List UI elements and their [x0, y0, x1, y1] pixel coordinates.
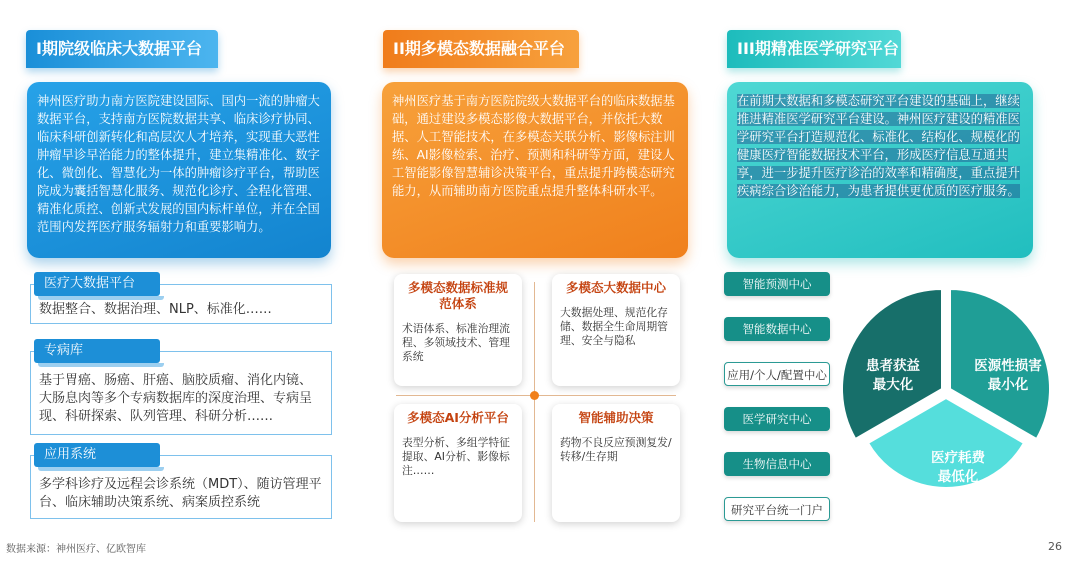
- card-title: 多模态AI分析平台: [407, 410, 509, 425]
- card-decision-support: [552, 404, 680, 522]
- phase3-title: III期精准医学研究平台: [727, 30, 901, 68]
- pie-label-medical-cost-2: 最低化: [937, 469, 979, 485]
- pill-data-center: 智能数据中心: [724, 317, 830, 341]
- section-text-app-system: 多学科诊疗及远程会诊系统（MDT）、随访管理平台、临床辅助决策系统、病案质控系统: [30, 455, 332, 519]
- center-dot: [530, 391, 539, 400]
- pill-app-config-center: 应用/个人/配置中心: [724, 362, 830, 386]
- card-body: 表型分析、多组学特征提取、AI分析、影像标注……: [402, 436, 510, 477]
- section-text-big-data-platform: 数据整合、数据治理、NLP、标准化……: [30, 284, 332, 324]
- pie-label-iatrogenic-harm-1: 医源性损害: [974, 358, 1042, 374]
- section-label-big-data-platform: 医疗大数据平台: [34, 272, 160, 296]
- section-label-disease-db: 专病库: [34, 339, 160, 363]
- phase2-title: II期多模态数据融合平台: [383, 30, 579, 68]
- card-body: 药物不良反应预测复发/转移/生存期: [560, 436, 672, 463]
- card-standards: [394, 274, 522, 386]
- phase2-description: 神州医疗基于南方医院院级大数据平台的临床数据基础，通过建设多模态影像大数据平台，并依托大数据、人工智能技术，在多模态关联分析、影像标注训练、AI影像检索、治疗、预测和科研等方面，建设人工智能影像智慧辅诊决策平台，重点提升跨模态研究能力，从而辅助南方医院重点提升整体科研水平。: [382, 82, 688, 258]
- pie-label-patient-benefit-1: 患者获益: [866, 358, 920, 374]
- section-label-app-system: 应用系统: [34, 443, 160, 467]
- card-title: 多模态数据标准规范体系: [407, 280, 508, 311]
- card-body: 术语体系、标准治理流程、多领域技术、管理系统: [402, 322, 510, 363]
- phase3-description: [727, 82, 1033, 258]
- phase1-description: 神州医疗助力南方医院建设国际、国内一流的肿瘤大数据平台，支持南方医院数据共享、临床诊疗协同、临床科研创新转化和高层次人才培养，实现重大恶性肿瘤早诊早治能力的整体提升，建立集精准化、数字化、微创化、智慧化为一体的肿瘤诊疗平台，帮助医院成为囊括智慧化服务、规范化诊疗、全程化管理、精准化质控、创新式发展的国内标杆单位，并在全国范围内发挥医疗服务辐射力和重要影响力。: [27, 82, 331, 258]
- pie-label-medical-cost-1: 医疗耗费: [931, 450, 985, 466]
- card-data-center: [552, 274, 680, 386]
- phase3-description-text: 在前期大数据和多模态研究平台建设的基础上，继续推进精准医学研究平台建设。神州医疗建设的精准医学研究平台打造规范化、标准化、结构化、规模化的健康医疗智能数据技术平台，形成医疗信息互通共享，进一步提升医疗诊治的效率和精确度，重点提升疾病综合诊治能力，为患者提供更优质的医疗服务。: [737, 94, 1020, 198]
- pill-prediction-center: 智能预测中心: [724, 272, 830, 296]
- pill-unified-portal: 研究平台统一门户: [724, 497, 830, 521]
- pie-label-patient-benefit-2: 最大化: [872, 377, 914, 393]
- card-title: 多模态大数据中心: [565, 280, 666, 295]
- pill-research-center: 医学研究中心: [724, 407, 830, 431]
- card-ai-analysis: [394, 404, 522, 522]
- pie-label-iatrogenic-harm-2: 最小化: [987, 377, 1029, 393]
- section-text-disease-db: 基于胃癌、肠癌、肝癌、脑胶质瘤、消化内镜、大肠息肉等多个专病数据库的深度治理、专病呈现、科研探索、队列管理、科研分析……: [30, 351, 332, 435]
- outcome-pie: [838, 282, 1058, 512]
- phase1-title: I期院级临床大数据平台: [26, 30, 218, 68]
- pill-bioinfo-center: 生物信息中心: [724, 452, 830, 476]
- data-source: 数据来源：神州医疗、亿欧智库: [6, 544, 146, 555]
- page-number: 26: [1048, 540, 1062, 553]
- card-body: 大数据处理、规范化存储、数据全生命周期管理、安全与隐私: [560, 306, 668, 347]
- divider-vertical: [534, 282, 535, 522]
- card-title: 智能辅助决策: [578, 410, 654, 425]
